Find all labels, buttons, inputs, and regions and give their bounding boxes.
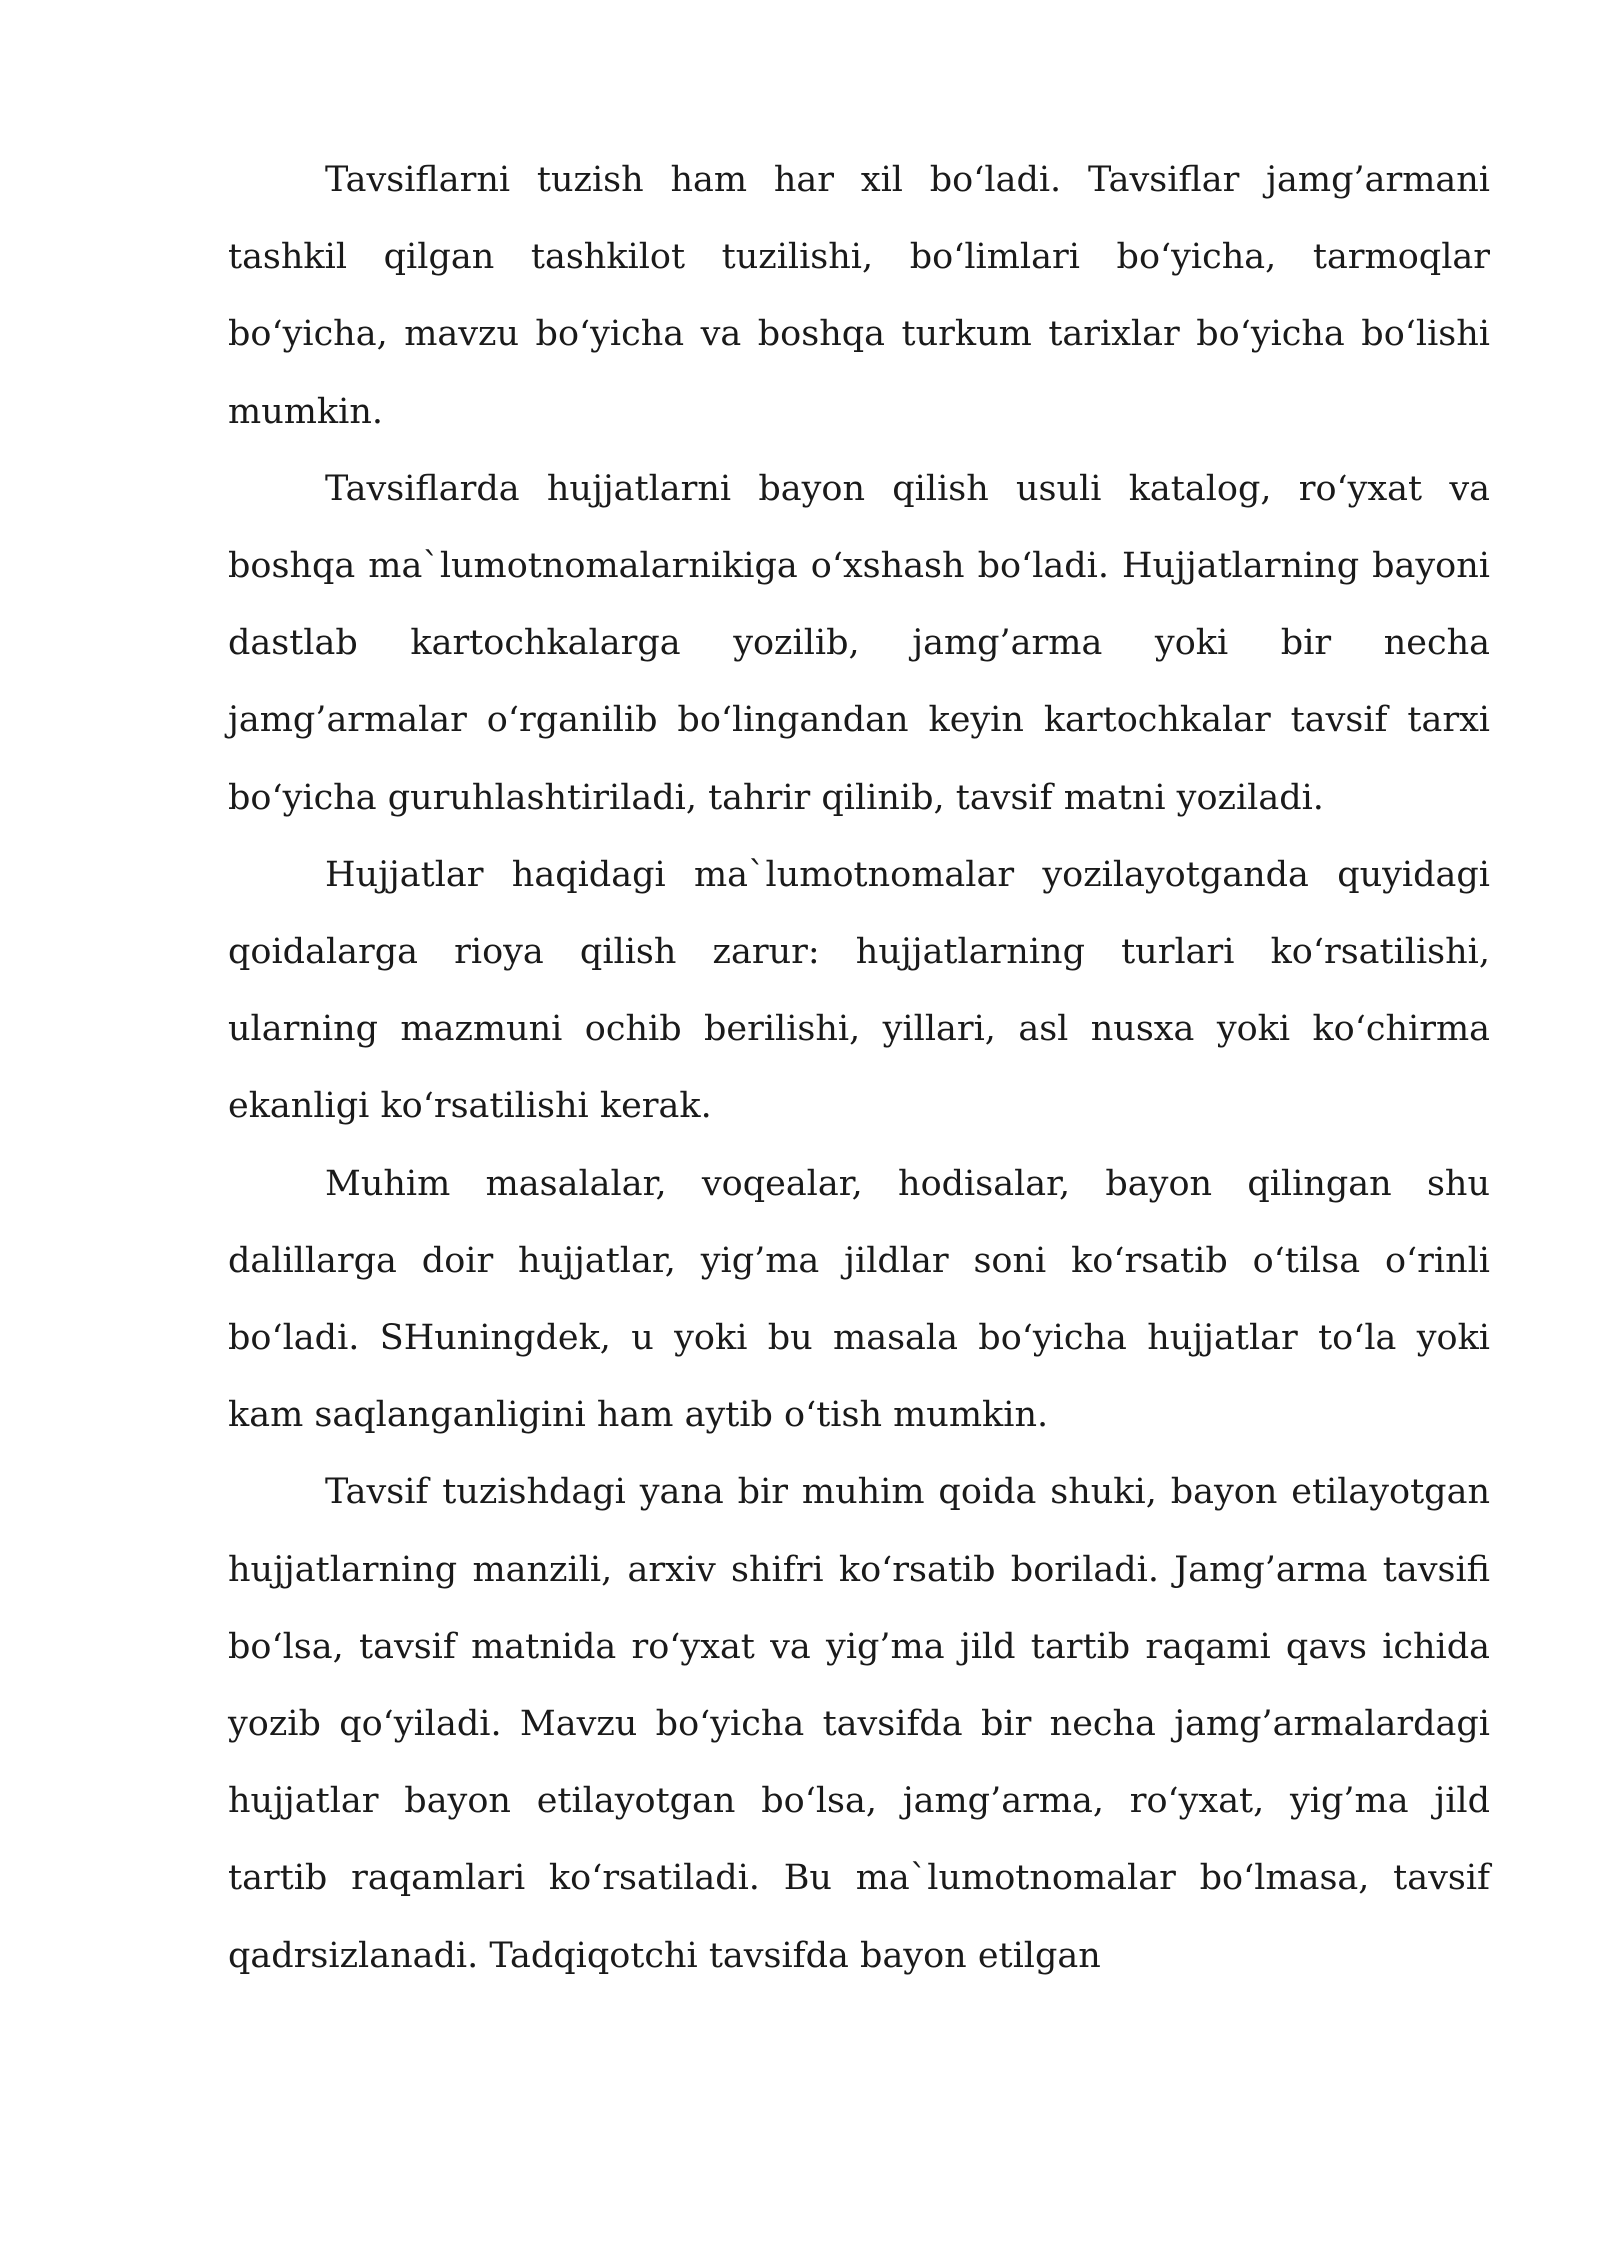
paragraph-3: Hujjatlar haqidagi ma`lumotnomalar yozilayotganda quyidagi qoidalarga rioya qilish zarur: hujjatlarning turlari ko‘rsatilishi, ularning mazmuni ochib berilishi, yillari, asl nusxa yoki ko‘chirma ekanligi ko‘rsatilishi kerak. [228, 854, 1490, 1127]
paragraph-1: Tavsiflarni tuzish ham har xil bo‘ladi. Tavsiflar jamg’armani tashkil qilgan tashkilot tuzilishi, bo‘limlari bo‘yicha, tarmoqlar bo‘yicha, mavzu bo‘yicha va boshqa turkum tarixlar bo‘yicha bo‘lishi mumkin. [228, 160, 1490, 432]
document-page [228, 142, 1490, 1995]
paragraph-5: Tavsif tuzishdagi yana bir muhim qoida shuki, bayon etilayotgan hujjatlarning manzili, arxiv shifri ko‘rsatib boriladi. Jamg’arma tavsifi bo‘lsa, tavsif matnida ro‘yxat va yig’ma jild tartib raqami qavs ichida yozib qo‘yiladi. Mavzu bo‘yicha tavsifda bir necha jamg’armalardagi hujjatlar bayon etilayotgan bo‘lsa, jamg’arma, ro‘yxat, yig’ma jild tartib raqamlari ko‘rsatiladi. Bu ma`lumotnomalar bo‘lmasa, tavsif qadrsizlanadi. Tadqiqotchi tavsifda bayon etilgan [228, 1472, 1490, 1976]
paragraph-4: Muhim masalalar, voqealar, hodisalar, bayon qilingan shu dalillarga doir hujjatlar, yig’ma jildlar soni ko‘rsatib o‘tilsa o‘rinli bo‘ladi. SHuningdek, u yoki bu masala bo‘yicha hujjatlar to‘la yoki kam saqlanganligini ham aytib o‘tish mumkin. [228, 1163, 1490, 1436]
paragraph-2: Tavsiflarda hujjatlarni bayon qilish usuli katalog, ro‘yxat va boshqa ma`lumotnomalarnikiga o‘xshash bo‘ladi. Hujjatlarning bayoni dastlab kartochkalarga yozilib, jamg’arma yoki bir necha jamg’armalar o‘rganilib bo‘lingandan keyin kartochkalar tavsif tarxi bo‘yicha guruhlashtiriladi, tahrir qilinib, tavsif matni yoziladi. [228, 468, 1490, 818]
